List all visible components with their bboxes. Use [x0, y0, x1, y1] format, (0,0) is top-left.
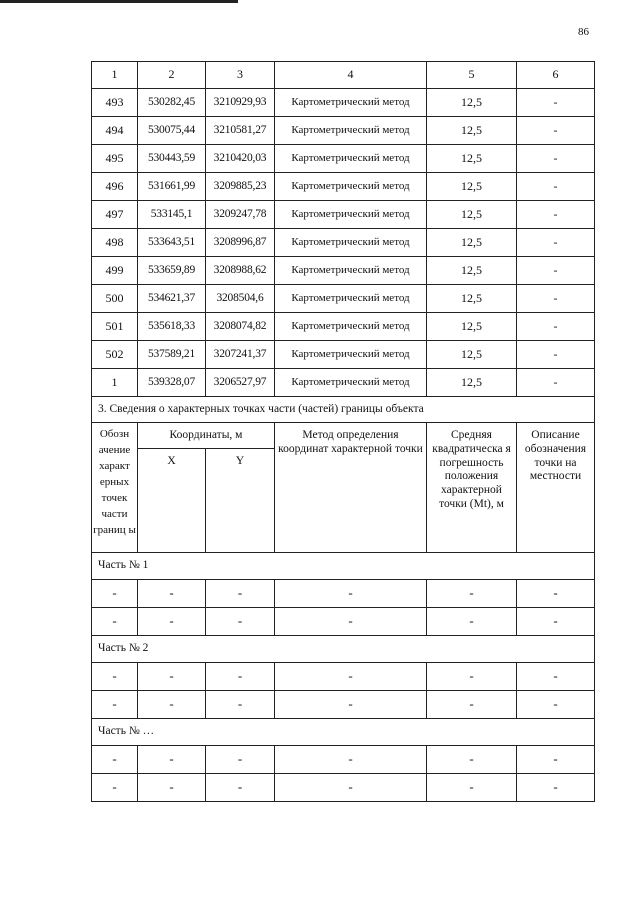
empty-value-cell: -	[138, 663, 206, 691]
table-row	[92, 201, 595, 229]
cell-description: -	[517, 117, 595, 145]
empty-value-cell: -	[206, 746, 275, 774]
cell-coordinate-y: 3208504,6	[206, 285, 275, 313]
cell-method: Картометрический метод	[275, 369, 427, 397]
table-row	[92, 117, 595, 145]
cell-mean-error: 12,5	[427, 369, 517, 397]
cell-point-number: 494	[92, 117, 138, 145]
table-row	[92, 608, 595, 636]
cell-method: Картометрический метод	[275, 229, 427, 257]
cell-coordinate-y: 3209885,23	[206, 173, 275, 201]
cell-coordinate-x: 530443,59	[138, 145, 206, 173]
empty-value-cell: -	[275, 663, 427, 691]
column-number: 4	[275, 62, 427, 89]
empty-value-cell: -	[206, 774, 275, 802]
header-point-designation: Обозн ачение характ ерных точек части границ ы	[92, 423, 138, 553]
table-row	[92, 663, 595, 691]
cell-coordinate-y: 3210581,27	[206, 117, 275, 145]
cell-coordinate-x: 531661,99	[138, 173, 206, 201]
cell-method: Картометрический метод	[275, 145, 427, 173]
table-row	[92, 746, 595, 774]
empty-value-cell: -	[92, 580, 138, 608]
cell-mean-error: 12,5	[427, 145, 517, 173]
table-row	[92, 369, 595, 397]
empty-value-cell: -	[138, 746, 206, 774]
cell-point-number: 495	[92, 145, 138, 173]
empty-value-cell: -	[517, 691, 595, 719]
cell-description: -	[517, 341, 595, 369]
table-row	[92, 691, 595, 719]
header-y: Y	[206, 449, 275, 553]
cell-method: Картометрический метод	[275, 313, 427, 341]
table-row	[92, 173, 595, 201]
empty-value-cell: -	[275, 608, 427, 636]
cell-coordinate-x: 534621,37	[138, 285, 206, 313]
empty-value-cell: -	[92, 608, 138, 636]
cell-method: Картометрический метод	[275, 117, 427, 145]
cell-method: Картометрический метод	[275, 257, 427, 285]
cell-coordinate-y: 3208988,62	[206, 257, 275, 285]
cell-coordinate-x: 533659,89	[138, 257, 206, 285]
part-label: Часть № …	[92, 719, 595, 746]
empty-value-cell: -	[517, 746, 595, 774]
empty-value-cell: -	[206, 608, 275, 636]
cell-point-number: 497	[92, 201, 138, 229]
cell-coordinate-y: 3208996,87	[206, 229, 275, 257]
cell-description: -	[517, 173, 595, 201]
table-row	[92, 285, 595, 313]
empty-value-cell: -	[275, 691, 427, 719]
header-row	[92, 423, 595, 449]
header-mean-error: Средняя квадратическа я погрешность положения характерной точки (Mt), м	[427, 423, 517, 553]
cell-mean-error: 12,5	[427, 313, 517, 341]
cell-coordinate-y: 3210420,03	[206, 145, 275, 173]
cell-mean-error: 12,5	[427, 201, 517, 229]
empty-value-cell: -	[92, 663, 138, 691]
empty-value-cell: -	[517, 580, 595, 608]
header-coordinates: Координаты, м	[138, 423, 275, 449]
cell-point-number: 493	[92, 89, 138, 117]
cell-point-number: 500	[92, 285, 138, 313]
cell-point-number: 499	[92, 257, 138, 285]
part-label-row	[92, 719, 595, 746]
cell-coordinate-x: 537589,21	[138, 341, 206, 369]
cell-point-number: 498	[92, 229, 138, 257]
cell-description: -	[517, 285, 595, 313]
empty-value-cell: -	[427, 691, 517, 719]
cell-coordinate-y: 3209247,78	[206, 201, 275, 229]
table-row	[92, 774, 595, 802]
column-number: 1	[92, 62, 138, 89]
cell-method: Картометрический метод	[275, 285, 427, 313]
empty-value-cell: -	[275, 746, 427, 774]
empty-value-cell: -	[138, 774, 206, 802]
empty-value-cell: -	[206, 691, 275, 719]
empty-value-cell: -	[138, 691, 206, 719]
column-number: 5	[427, 62, 517, 89]
empty-value-cell: -	[517, 608, 595, 636]
empty-value-cell: -	[427, 608, 517, 636]
cell-description: -	[517, 89, 595, 117]
empty-value-cell: -	[427, 774, 517, 802]
empty-value-cell: -	[427, 580, 517, 608]
cell-description: -	[517, 369, 595, 397]
section-title: 3. Сведения о характерных точках части (частей) границы объекта	[92, 397, 595, 423]
cell-coordinate-x: 539328,07	[138, 369, 206, 397]
cell-mean-error: 12,5	[427, 89, 517, 117]
cell-method: Картометрический метод	[275, 89, 427, 117]
cell-coordinate-y: 3210929,93	[206, 89, 275, 117]
empty-value-cell: -	[427, 746, 517, 774]
header-method: Метод определения координат характерной точки	[275, 423, 427, 553]
cell-description: -	[517, 229, 595, 257]
empty-value-cell: -	[138, 580, 206, 608]
header-x: X	[138, 449, 206, 553]
empty-value-cell: -	[427, 663, 517, 691]
cell-method: Картометрический метод	[275, 201, 427, 229]
cell-point-number: 1	[92, 369, 138, 397]
empty-value-cell: -	[275, 774, 427, 802]
empty-value-cell: -	[517, 663, 595, 691]
empty-value-cell: -	[517, 774, 595, 802]
cell-method: Картометрический метод	[275, 341, 427, 369]
cell-coordinate-y: 3208074,82	[206, 313, 275, 341]
cell-mean-error: 12,5	[427, 341, 517, 369]
empty-value-cell: -	[206, 580, 275, 608]
table-row	[92, 341, 595, 369]
boundary-points-table	[91, 61, 595, 802]
cell-mean-error: 12,5	[427, 173, 517, 201]
column-number-row	[92, 62, 595, 89]
cell-point-number: 501	[92, 313, 138, 341]
column-number: 6	[517, 62, 595, 89]
page-number: 86	[578, 26, 589, 38]
cell-description: -	[517, 257, 595, 285]
empty-value-cell: -	[275, 580, 427, 608]
empty-value-cell: -	[92, 774, 138, 802]
table-row	[92, 580, 595, 608]
cell-mean-error: 12,5	[427, 257, 517, 285]
part-label: Часть № 2	[92, 636, 595, 663]
table-row	[92, 89, 595, 117]
column-number: 2	[138, 62, 206, 89]
part-label-row	[92, 636, 595, 663]
cell-description: -	[517, 313, 595, 341]
cell-mean-error: 12,5	[427, 117, 517, 145]
part-label-row	[92, 553, 595, 580]
cell-coordinate-x: 530075,44	[138, 117, 206, 145]
table-row	[92, 145, 595, 173]
cell-mean-error: 12,5	[427, 229, 517, 257]
empty-value-cell: -	[92, 691, 138, 719]
cell-description: -	[517, 201, 595, 229]
cell-description: -	[517, 145, 595, 173]
table-row	[92, 257, 595, 285]
cell-method: Картометрический метод	[275, 173, 427, 201]
table-row	[92, 313, 595, 341]
cell-coordinate-y: 3207241,37	[206, 341, 275, 369]
cell-coordinate-x: 533145,1	[138, 201, 206, 229]
cell-coordinate-x: 533643,51	[138, 229, 206, 257]
section-title-row	[92, 397, 595, 423]
table-row	[92, 229, 595, 257]
column-number: 3	[206, 62, 275, 89]
cell-coordinate-x: 530282,45	[138, 89, 206, 117]
header-description: Описание обозначения точки на местности	[517, 423, 595, 553]
empty-value-cell: -	[138, 608, 206, 636]
cell-point-number: 496	[92, 173, 138, 201]
cell-coordinate-y: 3206527,97	[206, 369, 275, 397]
empty-value-cell: -	[206, 663, 275, 691]
cell-point-number: 502	[92, 341, 138, 369]
empty-value-cell: -	[92, 746, 138, 774]
part-label: Часть № 1	[92, 553, 595, 580]
cell-coordinate-x: 535618,33	[138, 313, 206, 341]
top-rule	[0, 0, 238, 3]
cell-mean-error: 12,5	[427, 285, 517, 313]
